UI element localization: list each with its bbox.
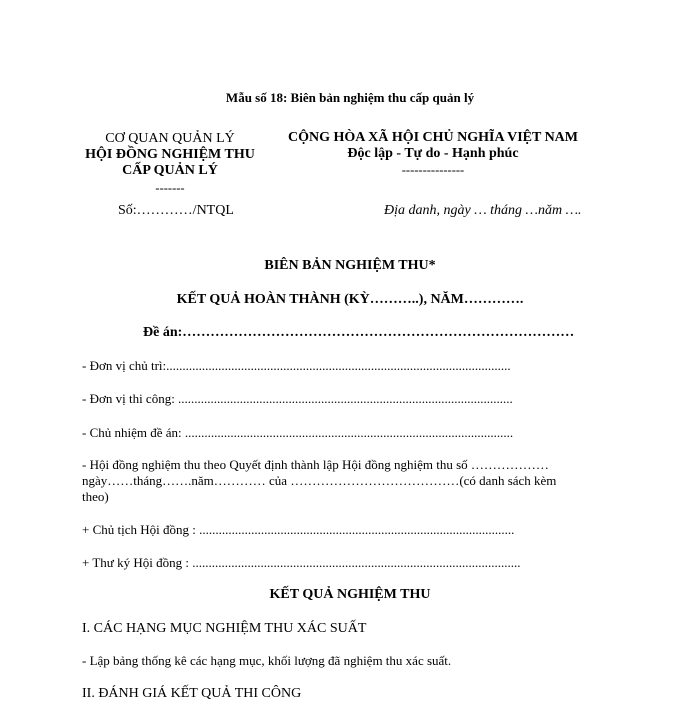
results-heading: KẾT QUẢ NGHIỆM THU bbox=[269, 587, 431, 602]
council-level: CẤP QUẢN LÝ bbox=[122, 163, 218, 178]
section1-text: - Lập bảng thống kê các hạng mục, khối lượng đã nghiệm thu xác suất. bbox=[82, 653, 452, 668]
agency-name: CƠ QUAN QUẢN LÝ bbox=[105, 131, 235, 146]
council-decision-line1: - Hội đồng nghiệm thu theo Quyết định thành lập Hội đồng nghiệm thu số ……………… bbox=[82, 457, 549, 472]
header-left-rule: ------- bbox=[155, 181, 185, 195]
executing-unit-field: - Đơn vị thi công: ....................................................................................................... bbox=[82, 391, 513, 406]
council-decision-line3: theo) bbox=[82, 489, 109, 504]
form-title: Mẫu số 18: Biên bản nghiệm thu cấp quản lý bbox=[225, 90, 475, 105]
section2-heading: II. ĐÁNH GIÁ KẾT QUẢ THI CÔNG bbox=[82, 686, 302, 701]
document-subtitle: KẾT QUẢ HOÀN THÀNH (KỲ………..), NĂM…………. bbox=[176, 292, 524, 307]
section1-heading: I. CÁC HẠNG MỤC NGHIỆM THU XÁC SUẤT bbox=[82, 621, 367, 636]
chairman-field: + Chủ tịch Hội đồng : ................................................................................................. bbox=[82, 522, 515, 537]
document-title: BIÊN BẢN NGHIỆM THU* bbox=[264, 258, 436, 273]
country-name: CỘNG HÒA XÃ HỘI CHỦ NGHĨA VIỆT NAM bbox=[287, 130, 578, 145]
project-manager-field: - Chủ nhiệm đề án: ..................................................................................................... bbox=[82, 425, 514, 440]
header-right-rule: --------------- bbox=[401, 163, 465, 177]
document-number: Số:…………/NTQL bbox=[118, 203, 234, 218]
secretary-field: + Thư ký Hội đồng : ..................................................................................................... bbox=[82, 555, 521, 570]
place-and-date: Địa danh, ngày … tháng …năm …. bbox=[384, 203, 582, 218]
project-line: Đề án:………………………………………………………………………… bbox=[143, 325, 575, 340]
national-motto: Độc lập - Tự do - Hạnh phúc bbox=[347, 146, 519, 161]
council-decision-line2: ngày……tháng…….năm………… của …………………………………(có danh sách kèm bbox=[82, 473, 557, 488]
council-name: HỘI ĐỒNG NGHIỆM THU bbox=[85, 147, 255, 162]
host-unit-field: - Đơn vị chủ trì:.......................................................................................................... bbox=[82, 358, 511, 373]
